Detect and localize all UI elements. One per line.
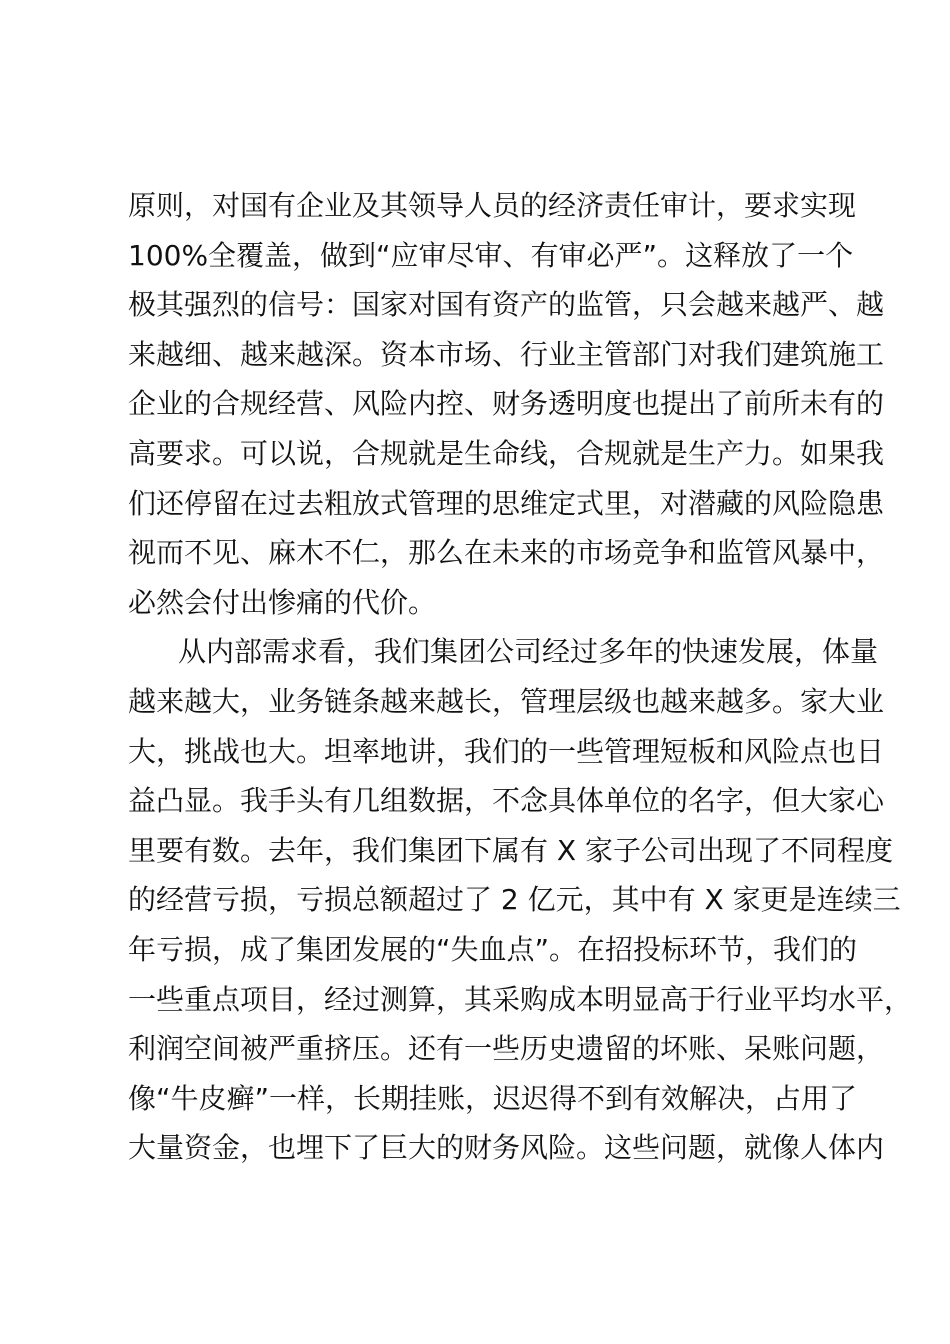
text-line: 来越细、越来越深。资本市场、行业主管部门对我们建筑施工 — [128, 337, 885, 371]
text-line: 大量资金，也埋下了巨大的财务风险。这些问题，就像人体内 — [128, 1131, 885, 1165]
text-line: 原则，对国有企业及其领导人员的经济责任审计，要求实现 — [128, 189, 857, 222]
text-line: 企业的合规经营、风险内控、财务透明度也提出了前所未有的 — [128, 387, 885, 421]
text-line: 极其强烈的信号：国家对国有资产的监管，只会越来越严、越 — [128, 288, 885, 322]
text-line: 年亏损，成了集团发展的“失血点”。在招投标环节，我们的 — [128, 932, 858, 966]
body-text — [128, 181, 913, 1173]
text-line: 大，挑战也大。坦率地讲，我们的一些管理短板和风险点也日 — [128, 734, 885, 768]
text-line: 高要求。可以说，合规就是生命线，合规就是生产力。如果我 — [128, 436, 885, 470]
text-line: 必然会付出惨痛的代价。 — [128, 585, 437, 619]
text-line: 视而不见、麻木不仁，那么在未来的市场竞争和监管风暴中， — [128, 536, 885, 570]
text-line: 越来越大，业务链条越来越长，管理层级也越来越多。家大业 — [128, 684, 885, 718]
text-line: 像“牛皮癣”一样，长期挂账，迟迟得不到有效解决，占用了 — [128, 1081, 858, 1115]
text-line: 的经营亏损，亏损总额超过了 2 亿元，其中有 X 家更是连续三 — [128, 883, 901, 917]
paragraph-first-line: 从内部需求看，我们集团公司经过多年的快速发展，体量 — [178, 635, 879, 669]
text-line: 一些重点项目，经过测算，其采购成本明显高于行业平均水平， — [128, 982, 913, 1016]
text-line: 100%全覆盖，做到“应审尽审、有审必严”。这释放了一个 — [128, 238, 854, 272]
text-line: 益凸显。我手头有几组数据，不念具体单位的名字，但大家心 — [128, 784, 885, 818]
text-line: 利润空间被严重挤压。还有一些历史遗留的坏账、呆账问题， — [128, 1032, 885, 1066]
text-line: 里要有数。去年，我们集团下属有 X 家子公司出现了不同程度 — [128, 833, 893, 867]
text-line: 们还停留在过去粗放式管理的思维定式里，对潜藏的风险隐患 — [128, 486, 885, 520]
